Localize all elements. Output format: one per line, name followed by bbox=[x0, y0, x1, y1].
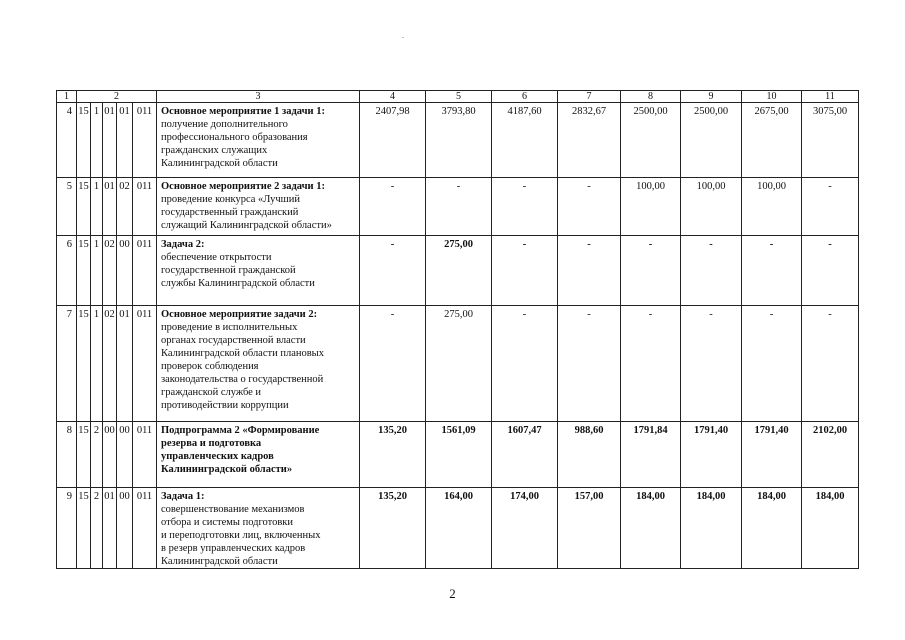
value-cell: 1791,40 bbox=[742, 422, 802, 488]
table-row bbox=[57, 488, 859, 569]
code-cell: 011 bbox=[133, 178, 157, 236]
row-description-line: Калининградской области bbox=[161, 556, 278, 567]
code-cell: 00 bbox=[117, 422, 133, 488]
value-cell: - bbox=[802, 306, 859, 422]
code-cell: 15 bbox=[77, 236, 91, 306]
value-cell: - bbox=[681, 306, 742, 422]
row-number: 9 bbox=[57, 488, 77, 569]
value-cell: 135,20 bbox=[360, 422, 426, 488]
row-title-line: резерва и подготовка bbox=[161, 438, 262, 449]
value-cell: 988,60 bbox=[558, 422, 621, 488]
value-cell: 1791,84 bbox=[621, 422, 681, 488]
row-title: Подпрограмма 2 «Формирование bbox=[161, 425, 320, 436]
row-number: 4 bbox=[57, 103, 77, 178]
value-cell: 184,00 bbox=[621, 488, 681, 569]
row-title-line: Калининградской области» bbox=[161, 464, 293, 475]
value-cell: - bbox=[681, 236, 742, 306]
row-description-line: органах государственной власти bbox=[161, 335, 306, 346]
description-cell bbox=[157, 178, 360, 236]
value-cell: - bbox=[360, 178, 426, 236]
code-cell: 011 bbox=[133, 103, 157, 178]
table-row bbox=[57, 236, 859, 306]
row-description-line: законодательства о государственной bbox=[161, 374, 324, 385]
code-cell: 011 bbox=[133, 488, 157, 569]
value-cell: 1607,47 bbox=[492, 422, 558, 488]
value-cell: 135,20 bbox=[360, 488, 426, 569]
value-cell: 3075,00 bbox=[802, 103, 859, 178]
row-description-line: отбора и системы подготовки bbox=[161, 517, 294, 528]
header-cell: 9 bbox=[681, 91, 742, 103]
code-cell: 011 bbox=[133, 422, 157, 488]
code-cell: 2 bbox=[91, 488, 103, 569]
code-cell: 01 bbox=[103, 488, 117, 569]
code-cell: 01 bbox=[117, 306, 133, 422]
header-cell: 8 bbox=[621, 91, 681, 103]
row-number: 6 bbox=[57, 236, 77, 306]
value-cell: 3793,80 bbox=[426, 103, 492, 178]
row-description-line: гражданских служащих bbox=[161, 145, 268, 156]
code-cell: 00 bbox=[103, 422, 117, 488]
row-title: Основное мероприятие 1 задачи 1: bbox=[161, 106, 325, 117]
value-cell: 100,00 bbox=[681, 178, 742, 236]
row-description-line: службы Калининградской области bbox=[161, 278, 315, 289]
value-cell: - bbox=[558, 306, 621, 422]
value-cell: - bbox=[492, 236, 558, 306]
code-cell: 15 bbox=[77, 488, 91, 569]
row-description-line: получение дополнительного bbox=[161, 119, 288, 130]
value-cell: 157,00 bbox=[558, 488, 621, 569]
row-number: 5 bbox=[57, 178, 77, 236]
header-cell: 1 bbox=[57, 91, 77, 103]
description-cell bbox=[157, 103, 360, 178]
row-description-line: профессионального образования bbox=[161, 132, 308, 143]
header-cell: 3 bbox=[157, 91, 360, 103]
code-cell: 00 bbox=[117, 236, 133, 306]
scan-speck bbox=[402, 37, 404, 38]
value-cell: - bbox=[802, 178, 859, 236]
value-cell: 174,00 bbox=[492, 488, 558, 569]
value-cell: - bbox=[621, 236, 681, 306]
value-cell: 1791,40 bbox=[681, 422, 742, 488]
header-cell: 11 bbox=[802, 91, 859, 103]
value-cell: 184,00 bbox=[802, 488, 859, 569]
value-cell: 2407,98 bbox=[360, 103, 426, 178]
code-cell: 1 bbox=[91, 103, 103, 178]
budget-table bbox=[56, 90, 859, 569]
header-cell: 7 bbox=[558, 91, 621, 103]
code-cell: 15 bbox=[77, 306, 91, 422]
code-cell: 15 bbox=[77, 422, 91, 488]
value-cell: - bbox=[426, 178, 492, 236]
row-description-line: и переподготовки лиц, включенных bbox=[161, 530, 321, 541]
value-cell: - bbox=[360, 306, 426, 422]
header-cell: 4 bbox=[360, 91, 426, 103]
code-cell: 1 bbox=[91, 306, 103, 422]
header-row bbox=[57, 91, 859, 103]
row-description-line: обеспечение открытости bbox=[161, 252, 272, 263]
value-cell: - bbox=[492, 178, 558, 236]
code-cell: 02 bbox=[103, 236, 117, 306]
row-description-line: противодействии коррупции bbox=[161, 400, 289, 411]
value-cell: 100,00 bbox=[621, 178, 681, 236]
row-description-line: в резерв управленческих кадров bbox=[161, 543, 306, 554]
header-cell: 6 bbox=[492, 91, 558, 103]
table-row bbox=[57, 422, 859, 488]
value-cell: 2500,00 bbox=[681, 103, 742, 178]
value-cell: 2500,00 bbox=[621, 103, 681, 178]
row-description-line: Калининградской области bbox=[161, 158, 278, 169]
code-cell: 1 bbox=[91, 236, 103, 306]
row-description-line: проведение конкурса «Лучший bbox=[161, 194, 300, 205]
row-description-line: проверок соблюдения bbox=[161, 361, 259, 372]
code-cell: 01 bbox=[103, 178, 117, 236]
code-cell: 01 bbox=[103, 103, 117, 178]
row-title: Основное мероприятие задачи 2: bbox=[161, 309, 318, 320]
row-title: Основное мероприятие 2 задачи 1: bbox=[161, 181, 325, 192]
code-cell: 02 bbox=[103, 306, 117, 422]
description-cell bbox=[157, 488, 360, 569]
row-description-line: государственный гражданский bbox=[161, 207, 299, 218]
value-cell: 1561,09 bbox=[426, 422, 492, 488]
value-cell: - bbox=[742, 236, 802, 306]
value-cell: 100,00 bbox=[742, 178, 802, 236]
value-cell: 2675,00 bbox=[742, 103, 802, 178]
code-cell: 1 bbox=[91, 178, 103, 236]
code-cell: 2 bbox=[91, 422, 103, 488]
row-description-line: Калининградской области плановых bbox=[161, 348, 324, 359]
value-cell: - bbox=[621, 306, 681, 422]
value-cell: 2102,00 bbox=[802, 422, 859, 488]
row-description-line: служащий Калининградской области» bbox=[161, 220, 332, 231]
code-cell: 15 bbox=[77, 103, 91, 178]
code-cell: 011 bbox=[133, 306, 157, 422]
row-title-line: управленческих кадров bbox=[161, 451, 274, 462]
header-cell: 10 bbox=[742, 91, 802, 103]
value-cell: - bbox=[360, 236, 426, 306]
table-row bbox=[57, 306, 859, 422]
row-description-line: государственной гражданской bbox=[161, 265, 296, 276]
description-cell bbox=[157, 422, 360, 488]
row-title: Задача 1: bbox=[161, 491, 205, 502]
value-cell: - bbox=[802, 236, 859, 306]
row-number: 7 bbox=[57, 306, 77, 422]
table-row bbox=[57, 178, 859, 236]
value-cell: - bbox=[558, 236, 621, 306]
description-cell bbox=[157, 236, 360, 306]
value-cell: - bbox=[742, 306, 802, 422]
value-cell: 184,00 bbox=[742, 488, 802, 569]
description-cell bbox=[157, 306, 360, 422]
code-cell: 00 bbox=[117, 488, 133, 569]
code-cell: 011 bbox=[133, 236, 157, 306]
row-description-line: гражданской службе и bbox=[161, 387, 262, 398]
value-cell: 184,00 bbox=[681, 488, 742, 569]
header-cell: 2 bbox=[77, 91, 157, 103]
row-number: 8 bbox=[57, 422, 77, 488]
value-cell: - bbox=[492, 306, 558, 422]
value-cell: 275,00 bbox=[426, 306, 492, 422]
value-cell: - bbox=[558, 178, 621, 236]
row-description-line: совершенствование механизмов bbox=[161, 504, 305, 515]
row-title: Задача 2: bbox=[161, 239, 205, 250]
row-description-line: проведение в исполнительных bbox=[161, 322, 298, 333]
code-cell: 02 bbox=[117, 178, 133, 236]
code-cell: 15 bbox=[77, 178, 91, 236]
value-cell: 164,00 bbox=[426, 488, 492, 569]
value-cell: 2832,67 bbox=[558, 103, 621, 178]
header-cell: 5 bbox=[426, 91, 492, 103]
table-row bbox=[57, 103, 859, 178]
value-cell: 275,00 bbox=[426, 236, 492, 306]
code-cell: 01 bbox=[117, 103, 133, 178]
page-number: 2 bbox=[449, 586, 456, 601]
value-cell: 4187,60 bbox=[492, 103, 558, 178]
